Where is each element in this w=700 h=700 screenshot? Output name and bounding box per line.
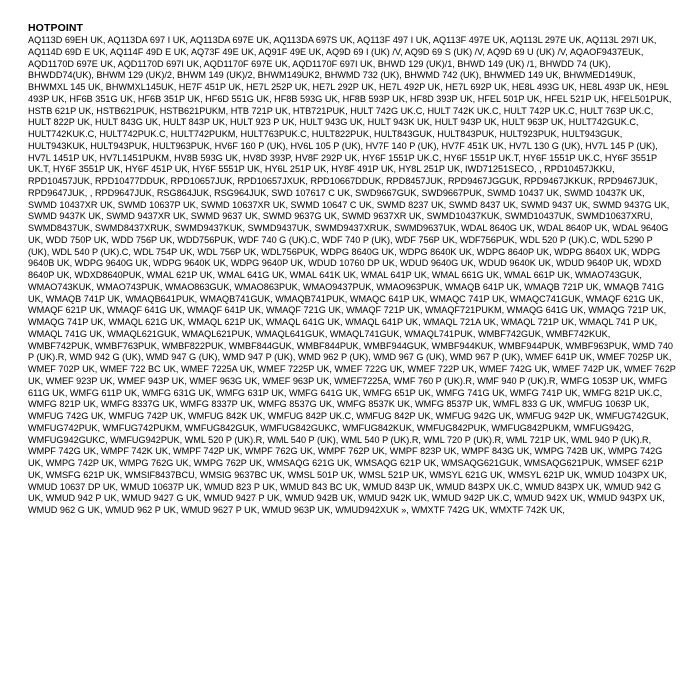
brand-heading: HOTPOINT xyxy=(28,22,84,34)
document-page xyxy=(28,22,676,517)
compatible-models-list: AQ113D 69EH UK, AQ113DA 697 I UK, AQ113DA 697E UK, AQ113DA 697S UK, AQ113F 497 I UK, AQ113F 497E UK, AQ113L 297E UK, AQ113L 297I UK, AQ114D 69D E UK, AQ114F 49D E UK, AQ73F 49E UK, AQ91F 49E UK, AQ9D 69 I (UK) /V, AQ9D 69 S (UK) /V, AQ9D 69 U (UK) /V, AQAOF9437EUK, AQD1170D 697E UK, AQD1170D 697I UK, AQD1170F 697E UK, AQD1170F 697I UK, BHWD 129 (UK)/1, BHWD 149 (UK) /1, BHWDD 74 (UK), BHWDD74(UK), BHWM 129 (UK)/2, BHWM 149 (UK)/2, BHWM149UK2, BHWMD 732 (UK), BHWMD 742 (UK), BHWMED 149 UK, BHWMED149UK, BHWMXL 145 UK, BHWMXL145UK, HE7F 451P UK, HE7L 252P UK, HE7L 292P UK, HE7L 492P UK, HE7L 692P UK, HE8L 493G UK, HE8L 493P UK, HE9L 493P UK, HF6B 351G UK, HF6B 351P UK, HF6D 551G UK, HF8B 593G UK, HF8B 593P UK, HF8D 393P UK, HFEL 501P UK, HFEL 521P UK, HFEL501PUK, HSTB 621P UK, HSTB621PUK, HSTB621PUKM, HTB 721P UK, HTB721PUK, HULT 742G UK.C, HULT 742K UK.C, HULT 742P UK.C, HULT 763P UK.C, HULT 822P UK, HULT 843G UK, HULT 843P UK, HULT 923 P UK, HULT 943G UK, HULT 943K UK, HULT 943P UK, HULT 963P UK, HULT742GUK.C, HULT742KUK.C, HULT742PUK.C, HULT742PUKM, HULT763PUK.C, HULT822PUK, HULT843GUK, HULT843PUK, HULT923PUK, HULT943GUK, HULT943KUK, HULT943PUK, HULT963PUK, HV6F 160 P (UK), HV6L 105 P (UK), HV7F 140 P (UK), HV7F 451K UK, HV7L 130 G (UK), HV7L 145 P (UK), HV7L 1451P UK, HV7L1451PUKM, HV8B 593G UK, HV8D 393P, HV8F 292P UK, HY6F 1551P UK.C, HY6F 1551P UK.T, HY6F 1551P UK.C, HY6F 3551P UK.T, HY6F 3551P UK, HY6F 451P UK, HY6F 5551P UK, HY6L 251P UK, HY8F 491P UK, HY8L 251P UK, IWD71251SECO, , RPD10457JKKU, RPD10457JUK, RPD10477DDUK, RPD10657JUK, RPD10657JXUK, RPD10667DDUK, RPD8457JUK, RPD9467JGGUK, RPD9467JKKUK, RPD9467JUK, RPD9647JUK, , RPD9647JUK, RSG864JUK, RSG964JUK, SWD 107617 C UK, SWD9667GUK, SWD9667PUK, SWMD 10437 UK, SWMD 10437K UK, SWMD 10437XR UK, SWMD 10637P UK, SWMD 10637XR UK, SWMD 10647 C UK, SWMD 8237 UK, SWMD 8437 UK, SWMD 9437 UK, SWMD 9437G UK, SWMD 9437K UK, SWMD 9437XR UK, SWMD 9637 UK, SWMD 9637G UK, SWMD 9637XR UK, SWMD10437KUK, SWMD10437UK, SWMD10637XRU, SWMD8437UK, SWMD8437XRUK, SWMD9437KUK, SWMD9437UK, SWMD9437XRUK, SWMD9637UK, WDAL 8640G UK, WDAL 8640P UK, WDAL 9640G UK, WDD 750P UK, WDD 756P UK, WDD756PUK, WDF 740 G (UK).C, WDF 740 P (UK), WDF 756P UK, WDF756PUK, WDL 520 P (UK).C, WDL 5290 P (UK), WDL 540 P (UK).C, WDL 754P UK, WDL 756P UK, WDL756PUK, WDPG 8640G UK, WDPG 8640K UK, WDPG 8640P UK, WDPG 8640X UK, WDPG 9640B UK, WDPG 9640G UK, WDPG 9640K UK, WDPG 9640P UK, WDUD 10760 DP UK, WDUD 9640G UK, WDUD 9640K UK, WDUD 9640P UK, WDXD 8640P UK, WDXD8640PUK, WMAL 621P UK, WMAL 641G UK, WMAL 641K UK, WMAL 641P UK, WMAL 661G UK, WMAL 661P UK, WMAO743GUK, WMAO743KUK, WMAO743PUK, WMAO863GUK, WMAO863PUK, WMAO9437PUK, WMAO963PUK, WMAQB 641P UK, WMAQB 721P UK, WMAQB 741G UK, WMAQB 741P UK, WMAQB641PUK, WMAQB741GUK, WMAQB741PUK, WMAQC 641P UK, WMAQC 741P UK, WMAQC741GUK, WMAQF 621G UK, WMAQF 621P UK, WMAQF 641G UK, WMAQF 641P UK, WMAQF 721G UK, WMAQF 721P UK, WMAQF721PUKM, WMAQG 641G UK, WMAQG 721P UK, WMAQG 741P UK, WMAQL 621G UK, WMAQL 621P UK, WMAQL 641G UK, WMAQL 641P UK, WMAQL 721A UK, WMAQL 721P UK, WMAQL 741 P UK, WMAQL 741G UK, WMAQL621GUK, WMAQL621PUK, WMAQL641GUK, WMAQL741GUK, WMAQL741PUK, WMBF742GUK, WMBF742KUK, WMBF742PUK, WMBF763PUK, WMBF822PUK, WMBF844GUK, WMBF844PUK, WMBF944GUK, WMBF944KUK, WMBF944PUK, WMBF963PUK, WMD 740 P (UK).R, WMD 942 G (UK), WMD 947 G (UK), WMD 947 P (UK), WMD 962 P (UK), WMD 967 G (UK), WMD 967 P (UK), WMEF 641P UK, WMEF 7025P UK, WMEF 702P UK, WMEF 722 BC UK, WMEF 7225A UK, WMEF 7225P UK, WMEF 722G UK, WMEF 722P UK, WMEF 742G UK, WMEF 742P UK, WMEF 762P UK, WMEF 923P UK, WMEF 943P UK, WMEF 963G UK, WMEF 963P UK, WMEF7225A, WMF 760 P (UK).R, WMF 940 P (UK).R, WMFG 1053P UK, WMFG 611G UK, WMFG 611P UK, WMFG 631G UK, WMFG 631P UK, WMFG 641G UK, WMFG 651P UK, WMFG 741G UK, WMFG 741P UK, WMFG 821P UK.C, WMFG 821P UK, WMFG 8337G UK, WMFG 8337P UK, WMFG 8537G UK, WMFG 8537K UK, WMFG 8537P UK, WMFL 833 G UK, WMFUG 1063P UK, WMFUG 742G UK, WMFUG 742P UK, WMFUG 842K UK, WMFUG 842P UK.C, WMFUG 842P UK, WMFUG 942G UK, WMFUG 942P UK, WMFUG742GUK, WMFUG742PUK, WMFUG742PUKM, WMFUG842GUK, WMFUG842GUKC, WMFUG842KUK, WMFUG842PUK, WMFUG842PUKM, WMFUG942G, WMFUG942GUKC, WMFUG942PUK, WML 520 P (UK).R, WML 540 P (UK), WML 540 P (UK).R, WML 720 P (UK).R, WML 721P UK, WML 940 P (UK).R, WMPF 742G UK, WMPF 742K UK, WMPF 742P UK, WMPF 762G UK, WMPF 762P UK, WMPF 823P UK, WMPF 843G UK, WMPG 742B UK, WMPG 742G UK, WMPG 742P UK, WMPG 762G UK, WMPG 762P UK, WMSAQG 621G UK, WMSAQG 621P UK, WMSAQG621GUK, WMSAQG621PUK, WMSEF 621P UK, WMSFG 621P UK, WMSIF8437BCU, WMSIG 9637BC UK, WMSL 501P UK, WMSL 521P UK, WMSYL 621G UK, WMSYL 621P UK, WMUD 1043PX UK, WMUD 10637 DP UK, WMUD 10637P UK, WMUD 823 P UK, WMUD 843 BC UK, WMUD 843P UK, WMUD 843PX UK.C, WMUD 843PX UK, WMUD 942 G UK, WMUD 942 P UK, WMUD 9427 G UK, WMUD 9427 P UK, WMUD 942B UK, WMUD 942K UK, WMUD 942P UK.C, WMUD 942X UK, WMUD 943PX UK, WMUD 962 G UK, WMUD 962 P UK, WMUD 9627 P UK, WMUD 963P UK, WMUD942XUK », WMXTF 742G UK, WMXTF 742K UK, xyxy=(28,35,676,515)
